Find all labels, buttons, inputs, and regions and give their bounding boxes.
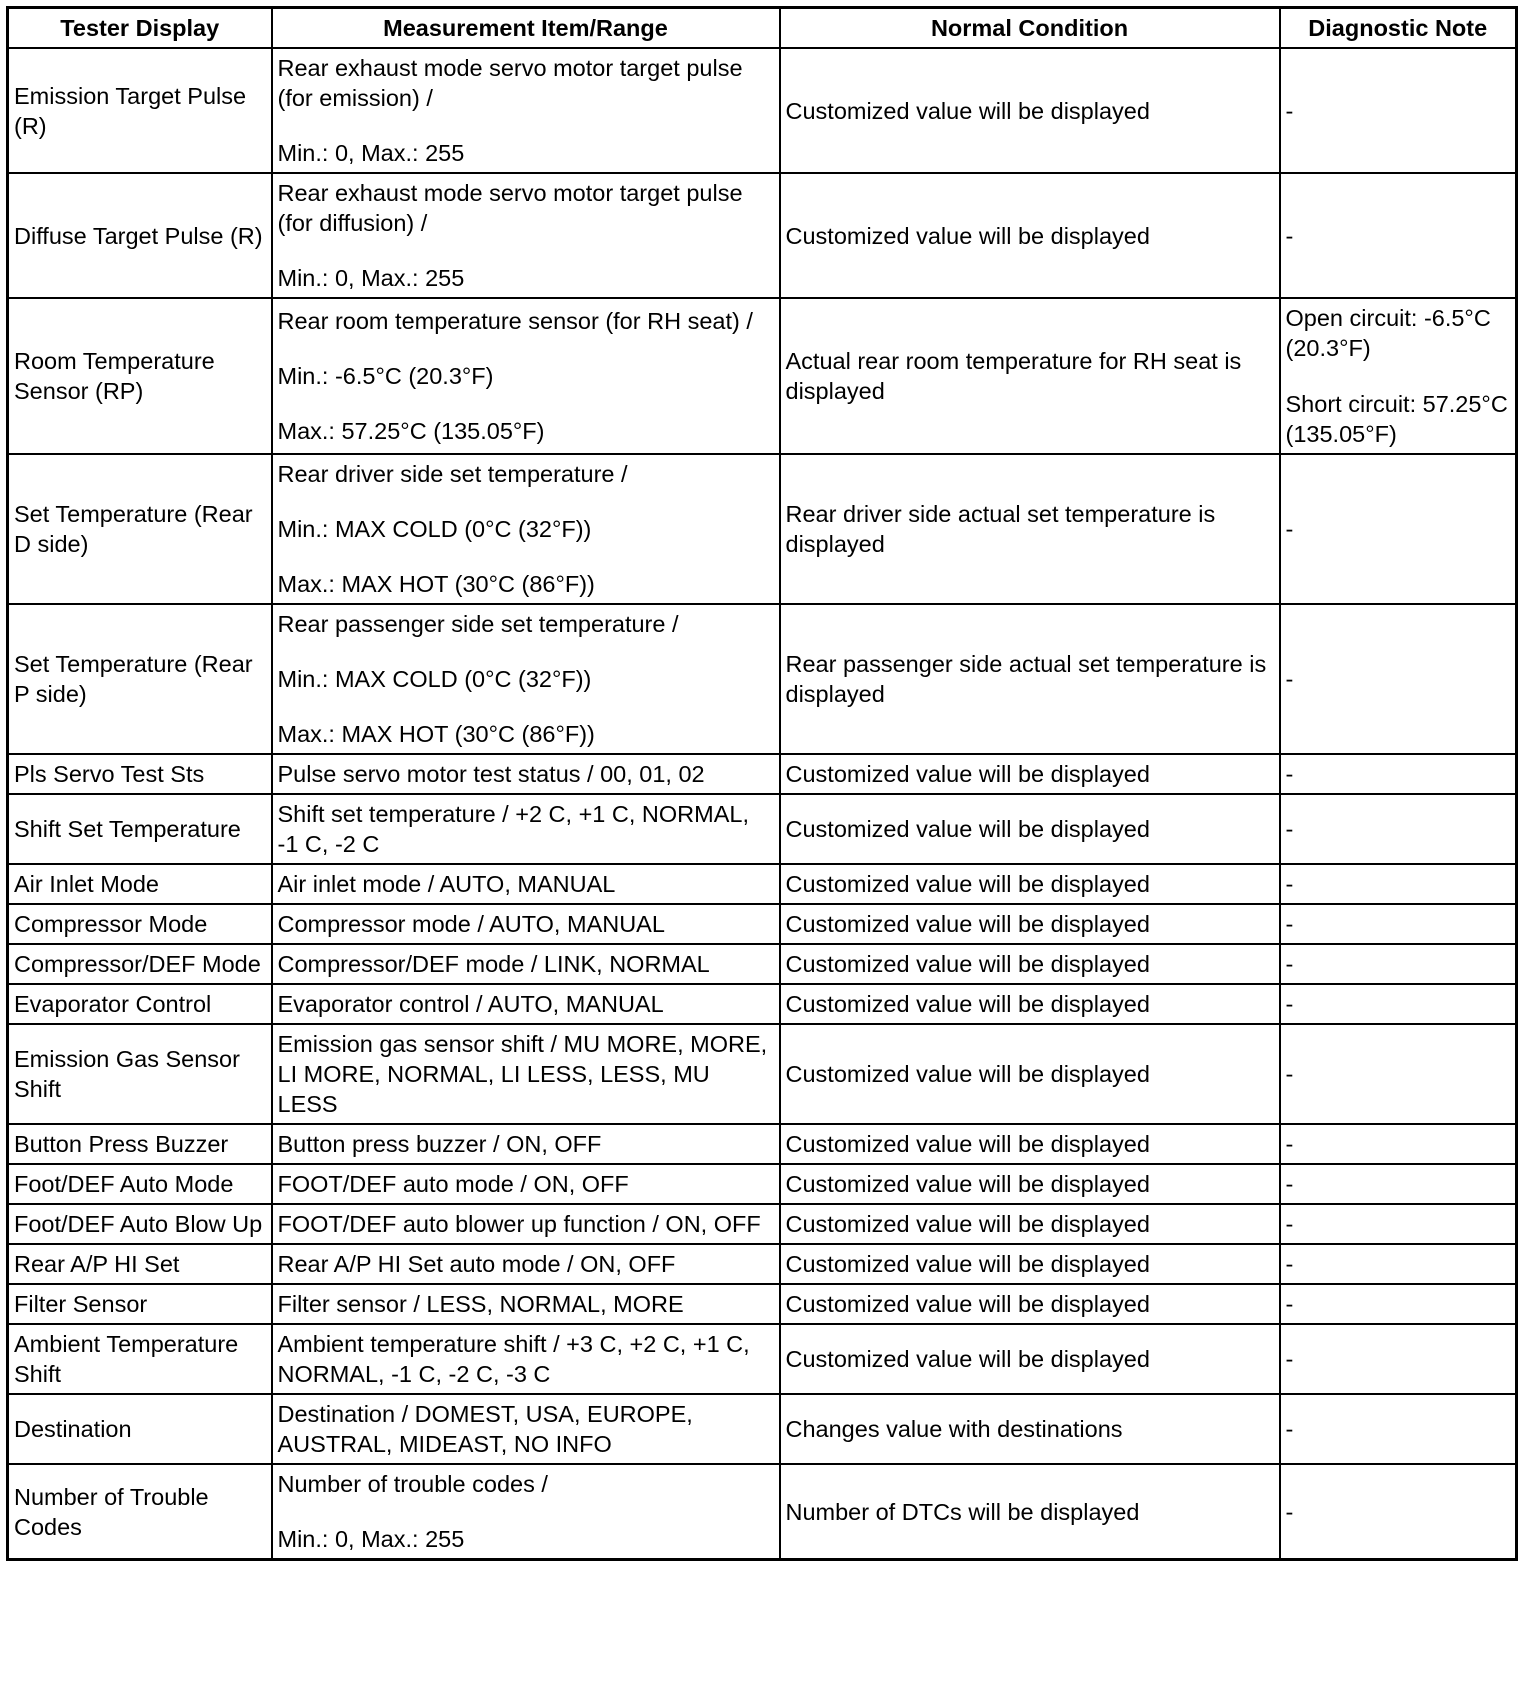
measurement-line: Pulse servo motor test status / 00, 01, 02	[277, 761, 705, 787]
table-row	[8, 1244, 1517, 1284]
paragraph-gap	[278, 336, 774, 361]
measurement-line: Ambient temperature shift / +3 C, +2 C, +1 C, NORMAL, -1 C, -2 C, -3 C	[277, 1331, 750, 1387]
diagnostic-note-line: Open circuit: -6.5°C (20.3°F)	[1285, 305, 1491, 361]
normal-condition-cell: Customized value will be displayed	[780, 754, 1280, 794]
tester-display-cell: Compressor Mode	[8, 904, 272, 944]
diagnostic-note-line: -	[1285, 911, 1294, 937]
tester-display-cell: Air Inlet Mode	[8, 864, 272, 904]
measurement-cell	[272, 1164, 780, 1204]
table-row	[8, 454, 1517, 604]
diagnostic-note-cell	[1280, 1164, 1517, 1204]
measurement-line: Min.: 0, Max.: 255	[277, 1526, 465, 1552]
measurement-cell	[272, 1324, 780, 1394]
table-row	[8, 173, 1517, 298]
table-row	[8, 794, 1517, 864]
measurement-line: Max.: 57.25°C (135.05°F)	[277, 418, 545, 444]
diagnostic-note-line: -	[1285, 1171, 1294, 1197]
paragraph-gap	[278, 639, 774, 664]
diagnostic-note-line: -	[1285, 1131, 1294, 1157]
measurement-cell	[272, 984, 780, 1024]
measurement-cell	[272, 754, 780, 794]
measurement-cell	[272, 1464, 780, 1560]
diagnostic-note-line: -	[1285, 1211, 1294, 1237]
diagnostic-note-cell	[1280, 1394, 1517, 1464]
diagnostic-note-line: -	[1285, 666, 1294, 692]
measurement-cell	[272, 173, 780, 298]
diagnostic-note-line: -	[1285, 1346, 1294, 1372]
tester-display-cell: Emission Gas Sensor Shift	[8, 1024, 272, 1124]
tester-display-cell: Foot/DEF Auto Blow Up	[8, 1204, 272, 1244]
measurement-line: Emission gas sensor shift / MU MORE, MORE, LI MORE, NORMAL, LI LESS, LESS, MU LESS	[277, 1031, 768, 1117]
table-row	[8, 984, 1517, 1024]
paragraph-gap	[278, 113, 774, 138]
normal-condition-cell: Customized value will be displayed	[780, 794, 1280, 864]
measurement-line: Max.: MAX HOT (30°C (86°F))	[277, 721, 595, 747]
diagnostic-note-line: -	[1285, 97, 1294, 124]
normal-condition-cell: Customized value will be displayed	[780, 1024, 1280, 1124]
normal-condition-cell: Customized value will be displayed	[780, 864, 1280, 904]
table-row	[8, 1204, 1517, 1244]
measurement-cell	[272, 864, 780, 904]
diagnostic-note-cell	[1280, 1124, 1517, 1164]
measurement-line: Rear A/P HI Set auto mode / ON, OFF	[277, 1251, 676, 1277]
measurement-cell	[272, 1394, 780, 1464]
paragraph-gap	[278, 1499, 774, 1524]
tester-display-cell: Set Temperature (Rear D side)	[8, 454, 272, 604]
table-row	[8, 1124, 1517, 1164]
tester-display-cell: Button Press Buzzer	[8, 1124, 272, 1164]
paragraph-gap	[278, 694, 774, 719]
diagnostic-note-line: Short circuit: 57.25°C (135.05°F)	[1285, 391, 1508, 447]
table-row	[8, 754, 1517, 794]
measurement-line: Rear exhaust mode servo motor target pulse (for emission) /	[277, 55, 743, 111]
table-row	[8, 1164, 1517, 1204]
measurement-cell	[272, 1124, 780, 1164]
measurement-cell	[272, 794, 780, 864]
diagnostic-note-cell	[1280, 794, 1517, 864]
normal-condition-cell: Customized value will be displayed	[780, 173, 1280, 298]
normal-condition-cell: Customized value will be displayed	[780, 984, 1280, 1024]
normal-condition-cell: Customized value will be displayed	[780, 1324, 1280, 1394]
tester-display-cell: Rear A/P HI Set	[8, 1244, 272, 1284]
measurement-line: Min.: 0, Max.: 255	[277, 140, 465, 166]
measurement-line: Min.: -6.5°C (20.3°F)	[277, 363, 494, 389]
diagnostic-note-line: -	[1285, 222, 1294, 249]
paragraph-gap	[278, 391, 774, 416]
measurement-line: Air inlet mode / AUTO, MANUAL	[277, 871, 616, 897]
table-row	[8, 298, 1517, 454]
measurement-line: Rear exhaust mode servo motor target pulse (for diffusion) /	[277, 180, 743, 236]
measurement-line: Max.: MAX HOT (30°C (86°F))	[277, 571, 595, 597]
tester-display-cell: Shift Set Temperature	[8, 794, 272, 864]
normal-condition-cell: Customized value will be displayed	[780, 1164, 1280, 1204]
paragraph-gap	[1286, 363, 1511, 389]
diagnostic-note-cell	[1280, 454, 1517, 604]
tester-display-cell: Evaporator Control	[8, 984, 272, 1024]
normal-condition-cell: Rear driver side actual set temperature is displayed	[780, 454, 1280, 604]
table-row	[8, 48, 1517, 173]
measurement-line: Min.: MAX COLD (0°C (32°F))	[277, 666, 592, 692]
diagnostic-note-cell	[1280, 1204, 1517, 1244]
diagnostic-note-cell	[1280, 173, 1517, 298]
diagnostic-note-cell	[1280, 1024, 1517, 1124]
table-row	[8, 1284, 1517, 1324]
table-row	[8, 1394, 1517, 1464]
normal-condition-cell: Customized value will be displayed	[780, 1124, 1280, 1164]
normal-condition-cell: Customized value will be displayed	[780, 1244, 1280, 1284]
diagnostic-note-line: -	[1285, 516, 1294, 542]
measurement-line: Rear passenger side set temperature /	[277, 611, 679, 637]
normal-condition-cell: Changes value with destinations	[780, 1394, 1280, 1464]
measurement-line: Min.: MAX COLD (0°C (32°F))	[277, 516, 592, 542]
tester-display-cell: Ambient Temperature Shift	[8, 1324, 272, 1394]
measurement-line: Button press buzzer / ON, OFF	[277, 1131, 602, 1157]
table-row	[8, 864, 1517, 904]
diagnostic-note-line: -	[1285, 1061, 1294, 1087]
diagnostic-note-cell	[1280, 1244, 1517, 1284]
measurement-line: FOOT/DEF auto mode / ON, OFF	[277, 1171, 629, 1197]
normal-condition-cell: Customized value will be displayed	[780, 48, 1280, 173]
measurement-line: Destination / DOMEST, USA, EUROPE, AUSTRAL, MIDEAST, NO INFO	[277, 1401, 693, 1457]
diagnostic-note-cell	[1280, 944, 1517, 984]
tester-display-cell: Filter Sensor	[8, 1284, 272, 1324]
diagnostic-note-line: -	[1285, 951, 1294, 977]
tester-display-cell: Room Temperature Sensor (RP)	[8, 298, 272, 454]
tester-display-cell: Set Temperature (Rear P side)	[8, 604, 272, 754]
diagnostic-note-line: -	[1285, 871, 1294, 897]
diagnostic-note-cell	[1280, 1284, 1517, 1324]
tester-display-cell: Diffuse Target Pulse (R)	[8, 173, 272, 298]
diagnostic-note-cell	[1280, 298, 1517, 454]
table-row	[8, 1024, 1517, 1124]
diagnostic-note-line: -	[1285, 991, 1294, 1017]
measurement-cell	[272, 48, 780, 173]
tester-display-cell: Number of Trouble Codes	[8, 1464, 272, 1560]
measurement-cell	[272, 604, 780, 754]
diagnostic-note-cell	[1280, 604, 1517, 754]
measurement-line: Number of trouble codes /	[277, 1471, 548, 1497]
measurement-line: FOOT/DEF auto blower up function / ON, OFF	[277, 1211, 761, 1237]
measurement-cell	[272, 1284, 780, 1324]
measurement-cell	[272, 904, 780, 944]
normal-condition-cell: Actual rear room temperature for RH seat is displayed	[780, 298, 1280, 454]
tester-display-cell: Emission Target Pulse (R)	[8, 48, 272, 173]
table-row	[8, 604, 1517, 754]
header-tester-display: Tester Display	[8, 8, 272, 49]
table-row	[8, 944, 1517, 984]
tester-display-cell: Foot/DEF Auto Mode	[8, 1164, 272, 1204]
normal-condition-cell: Customized value will be displayed	[780, 1204, 1280, 1244]
header-row	[8, 8, 1517, 49]
normal-condition-cell: Customized value will be displayed	[780, 1284, 1280, 1324]
normal-condition-cell: Customized value will be displayed	[780, 904, 1280, 944]
diagnostic-note-line: -	[1285, 761, 1294, 787]
diagnostic-note-line: -	[1285, 816, 1294, 842]
measurement-cell	[272, 454, 780, 604]
header-normal-condition: Normal Condition	[780, 8, 1280, 49]
header-diagnostic-note: Diagnostic Note	[1280, 8, 1517, 49]
table-row	[8, 1324, 1517, 1394]
measurement-cell	[272, 944, 780, 984]
diagnostic-note-cell	[1280, 1324, 1517, 1394]
measurement-cell	[272, 1024, 780, 1124]
diagnostic-note-line: -	[1285, 1291, 1294, 1317]
measurement-cell	[272, 1244, 780, 1284]
measurement-line: Shift set temperature / +2 C, +1 C, NORMAL, -1 C, -2 C	[277, 801, 749, 857]
measurement-line: Filter sensor / LESS, NORMAL, MORE	[277, 1291, 684, 1317]
measurement-line: Compressor mode / AUTO, MANUAL	[277, 911, 665, 937]
tester-display-cell: Compressor/DEF Mode	[8, 944, 272, 984]
normal-condition-cell: Rear passenger side actual set temperature is displayed	[780, 604, 1280, 754]
measurement-line: Rear room temperature sensor (for RH seat) /	[277, 308, 753, 334]
normal-condition-cell: Number of DTCs will be displayed	[780, 1464, 1280, 1560]
measurement-line: Rear driver side set temperature /	[277, 461, 628, 487]
measurement-line: Evaporator control / AUTO, MANUAL	[277, 991, 664, 1017]
table-row	[8, 904, 1517, 944]
header-measurement: Measurement Item/Range	[272, 8, 780, 49]
paragraph-gap	[278, 238, 774, 263]
diagnostic-note-cell	[1280, 1464, 1517, 1560]
measurement-line: Compressor/DEF mode / LINK, NORMAL	[277, 951, 710, 977]
tester-display-cell: Destination	[8, 1394, 272, 1464]
paragraph-gap	[278, 544, 774, 569]
diagnostic-note-line: -	[1285, 1251, 1294, 1277]
measurement-line: Min.: 0, Max.: 255	[277, 265, 465, 291]
measurement-cell	[272, 1204, 780, 1244]
diagnostic-note-line: -	[1285, 1416, 1294, 1442]
measurement-cell	[272, 298, 780, 454]
normal-condition-cell: Customized value will be displayed	[780, 944, 1280, 984]
tester-display-cell: Pls Servo Test Sts	[8, 754, 272, 794]
table-row	[8, 1464, 1517, 1560]
diagnostic-note-line: -	[1285, 1498, 1294, 1525]
diagnostic-note-cell	[1280, 984, 1517, 1024]
diagnostic-note-cell	[1280, 754, 1517, 794]
diagnostic-note-cell	[1280, 904, 1517, 944]
data-monitor-table	[6, 6, 1518, 1561]
diagnostic-note-cell	[1280, 864, 1517, 904]
paragraph-gap	[278, 489, 774, 514]
diagnostic-note-cell	[1280, 48, 1517, 173]
